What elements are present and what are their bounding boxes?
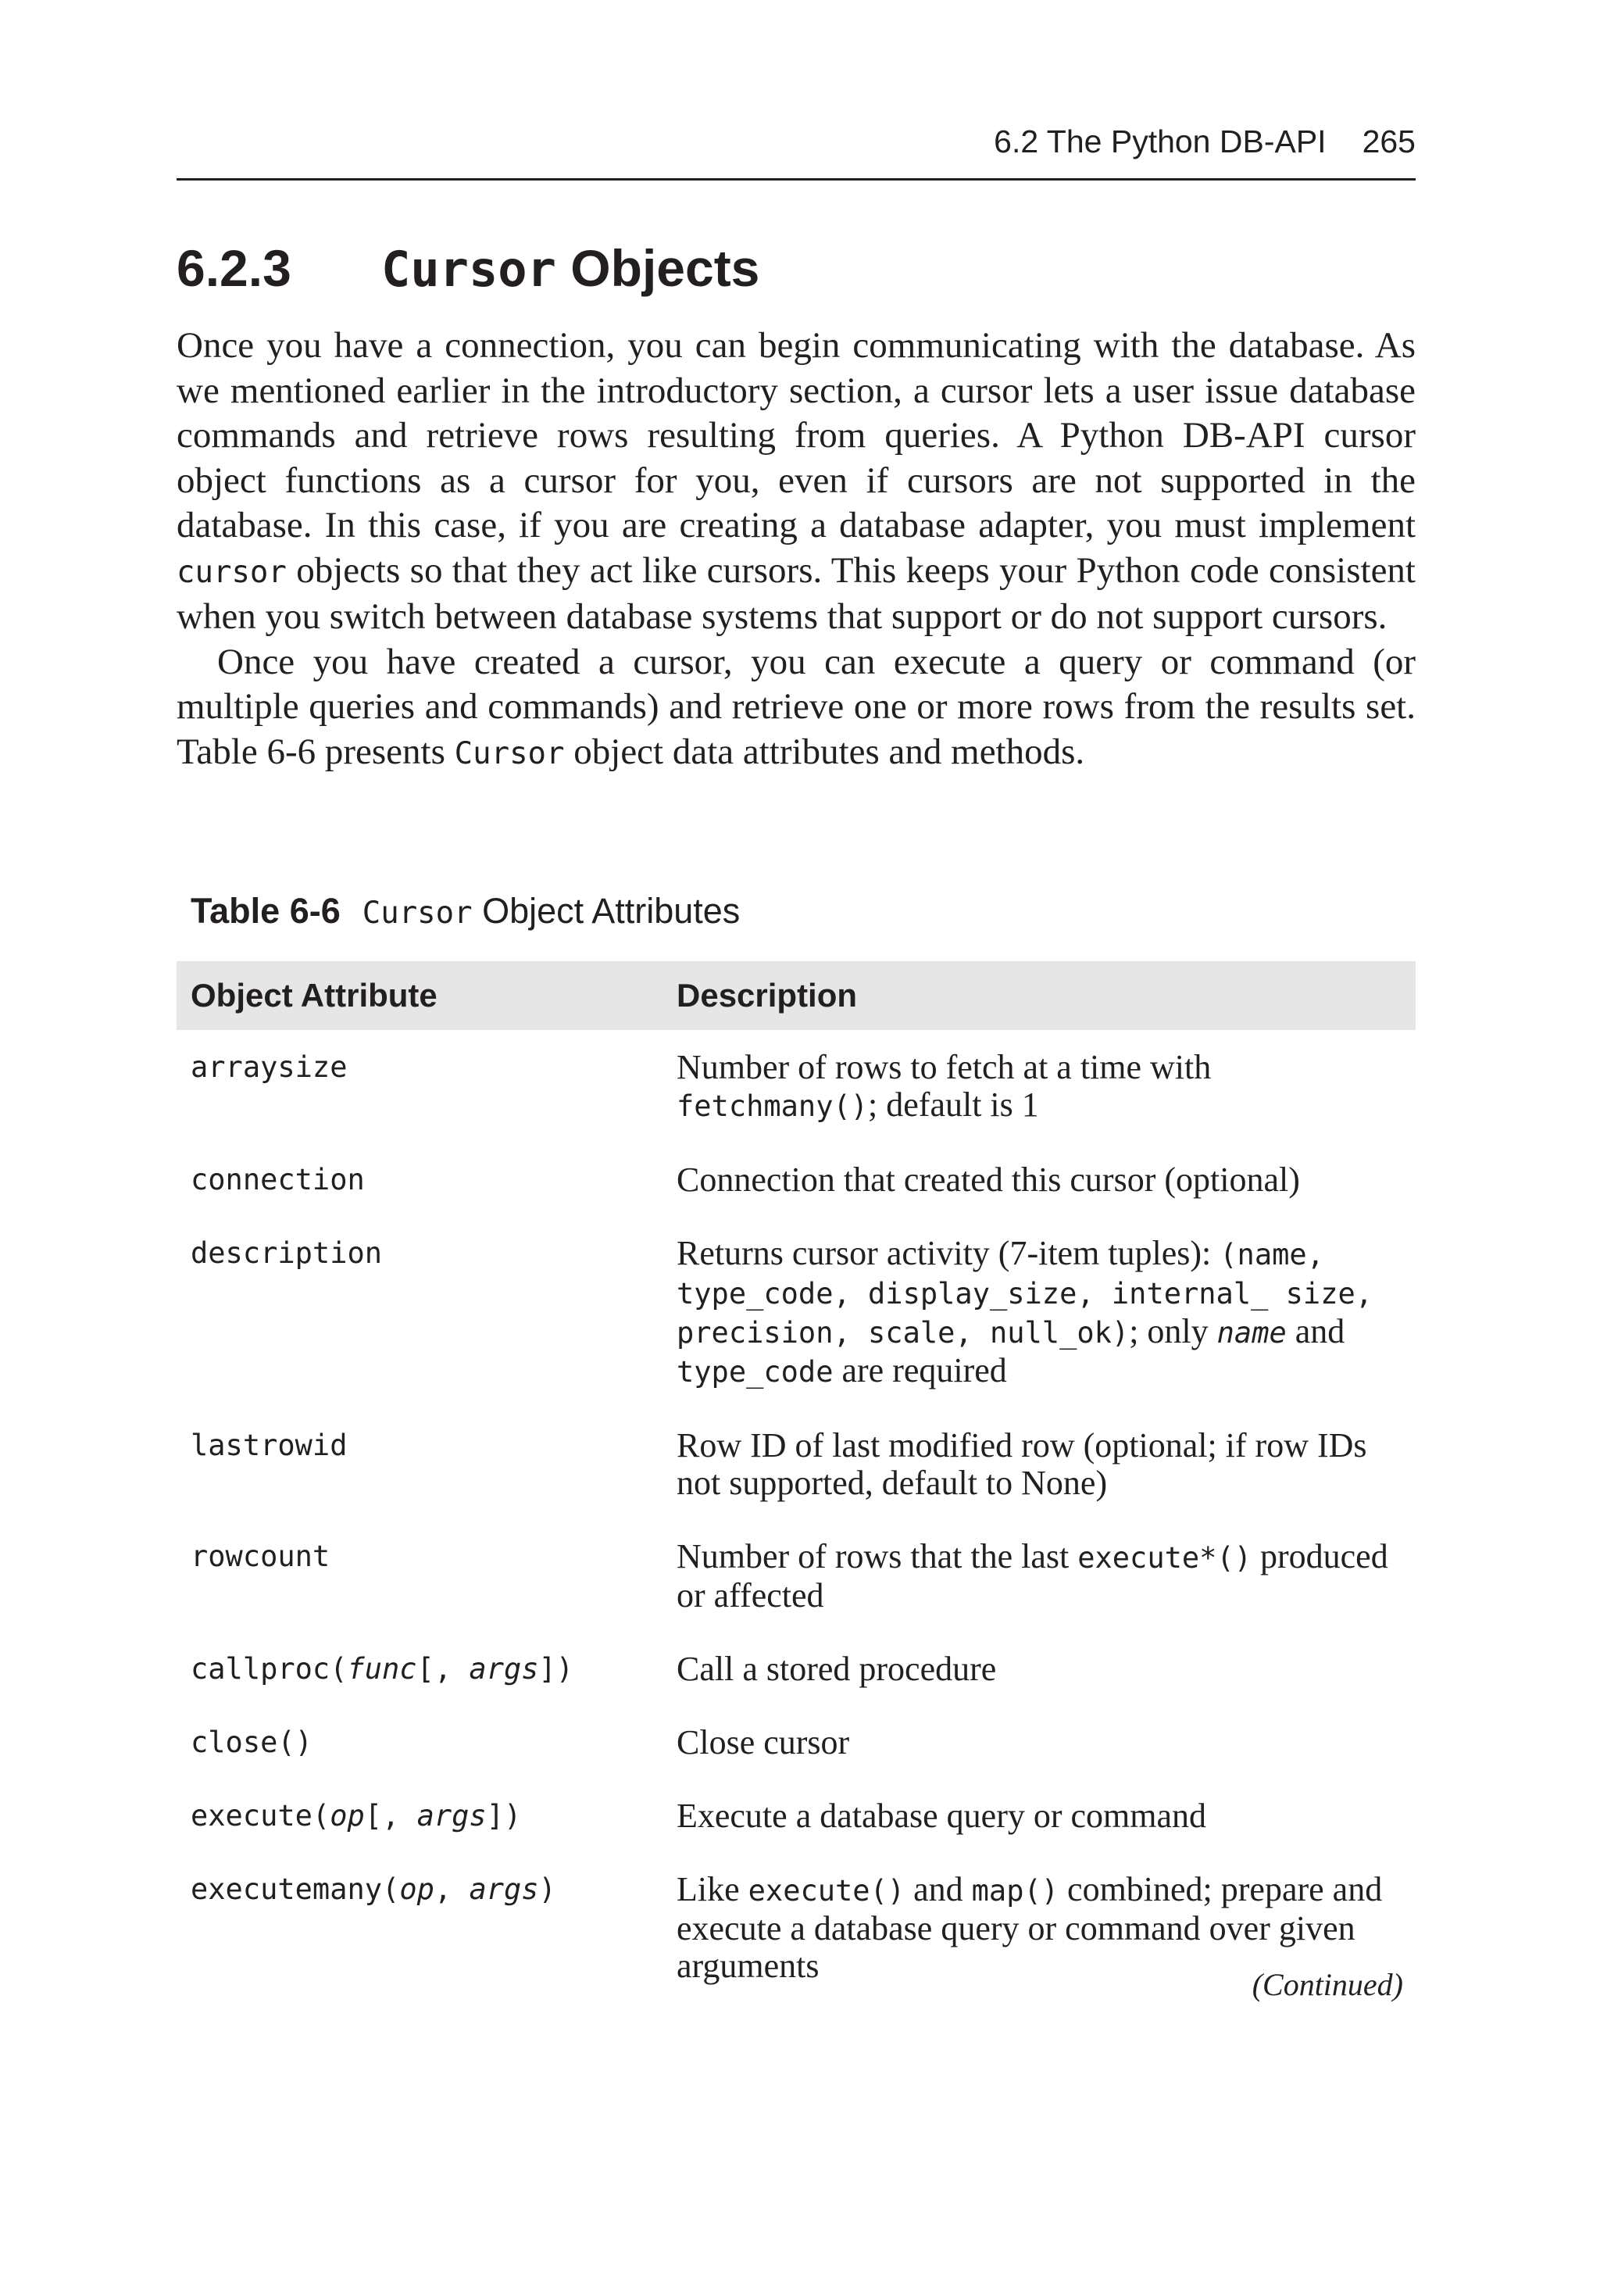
table-header-row bbox=[177, 961, 1416, 1030]
inline-code: fetchmany() bbox=[677, 1089, 869, 1123]
table-row bbox=[177, 1852, 1416, 2002]
attribute-cell bbox=[177, 1705, 662, 1779]
text-run: args bbox=[469, 1652, 539, 1686]
text-run: executemany( bbox=[191, 1872, 400, 1906]
text-run: combined; prepare and execute a database query or command over given arguments bbox=[677, 1870, 1383, 1985]
inline-code: type_code bbox=[677, 1355, 834, 1389]
text-run: close() bbox=[191, 1726, 312, 1759]
attribute-cell bbox=[177, 1030, 662, 1143]
text-run: ]) bbox=[538, 1652, 574, 1686]
text-run: Execute a database query or command bbox=[677, 1797, 1207, 1835]
italic-text bbox=[399, 1872, 434, 1906]
column-header-description: Description bbox=[662, 961, 1416, 1030]
attribute-cell bbox=[177, 1632, 662, 1705]
paragraph bbox=[177, 640, 1416, 777]
table-row bbox=[177, 1030, 1416, 1143]
description-cell bbox=[662, 1632, 1416, 1705]
text-run: , bbox=[434, 1872, 470, 1906]
italic-text bbox=[347, 1652, 416, 1686]
running-header-title: 6.2 The Python DB-API bbox=[994, 123, 1327, 159]
text-run: [, bbox=[364, 1799, 417, 1833]
running-header bbox=[177, 123, 1416, 160]
text-run: op bbox=[399, 1872, 434, 1906]
text-run: args bbox=[469, 1872, 539, 1906]
text-run: ; default is 1 bbox=[868, 1085, 1039, 1124]
column-header-attribute: Object Attribute bbox=[177, 961, 662, 1030]
text-run: and bbox=[905, 1870, 972, 1908]
italic-text bbox=[469, 1872, 538, 1906]
paragraph bbox=[177, 324, 1416, 640]
text-run: Close cursor bbox=[677, 1723, 850, 1761]
attribute-cell bbox=[177, 1216, 662, 1408]
inline-code: name bbox=[1216, 1316, 1287, 1350]
description-cell bbox=[662, 1143, 1416, 1216]
section-title-text: Objects bbox=[555, 239, 760, 297]
description-cell bbox=[662, 1216, 1416, 1408]
inline-code: cursor bbox=[177, 554, 287, 590]
attribute-cell bbox=[177, 1408, 662, 1519]
page-number: 265 bbox=[1362, 123, 1416, 159]
table-row bbox=[177, 1779, 1416, 1852]
table-caption-label: Table 6-6 bbox=[191, 891, 341, 931]
text-run: Call a stored procedure bbox=[677, 1650, 997, 1688]
table-row bbox=[177, 1519, 1416, 1632]
attribute-cell bbox=[177, 1143, 662, 1216]
description-cell bbox=[662, 1705, 1416, 1779]
description-cell bbox=[662, 1030, 1416, 1143]
italic-text bbox=[469, 1652, 538, 1686]
table-caption-title: Object Attributes bbox=[472, 891, 741, 931]
cursor-attributes-table bbox=[177, 961, 1416, 2002]
italic-text bbox=[417, 1799, 487, 1833]
text-run: rowcount bbox=[191, 1540, 330, 1573]
text-run: Once you have a connection, you can begin communicating with the database. As we mentioned earlier in the introductory section, a cursor lets a user issue database commands and retrieve rows resulting from queries. A Python DB-API cursor object functions as a cursor for you, even if cursors are not supported in the database. In this case, if you are creating a database adapter, you must implement bbox=[177, 325, 1416, 545]
text-run: Number of rows to fetch at a time with bbox=[677, 1048, 1212, 1086]
table-row bbox=[177, 1216, 1416, 1408]
italic-text bbox=[1217, 1312, 1287, 1350]
text-run: args bbox=[416, 1799, 487, 1833]
text-run: arraysize bbox=[191, 1050, 348, 1084]
section-title-code: Cursor bbox=[381, 241, 556, 298]
table-caption-code: Cursor bbox=[362, 896, 473, 931]
text-run: produced or affected bbox=[677, 1537, 1388, 1615]
text-run: Returns cursor activity (7-item tuples): bbox=[677, 1234, 1220, 1272]
inline-code: execute() bbox=[748, 1874, 905, 1908]
body-text bbox=[177, 324, 1416, 776]
table-row bbox=[177, 1705, 1416, 1779]
italic-text bbox=[330, 1799, 365, 1833]
text-run: ; only bbox=[1129, 1312, 1217, 1350]
table-caption bbox=[191, 891, 740, 932]
section-heading bbox=[177, 239, 760, 298]
text-run: op bbox=[330, 1799, 365, 1833]
text-run: objects so that they act like cursors. This keeps your Python code consistent when you switch between database systems that support or do not support cursors. bbox=[177, 549, 1416, 637]
attribute-cell bbox=[177, 1852, 662, 2002]
text-run: description bbox=[191, 1236, 383, 1270]
text-run: [, bbox=[416, 1652, 470, 1686]
inline-code: (name, type_code, display_size, internal_ size, precision, scale, null_ok) bbox=[677, 1238, 1373, 1350]
attribute-cell bbox=[177, 1519, 662, 1632]
text-run: ) bbox=[538, 1872, 556, 1906]
text-run: execute( bbox=[191, 1799, 330, 1833]
description-cell bbox=[662, 1519, 1416, 1632]
header-rule bbox=[177, 178, 1416, 181]
inline-code: execute*() bbox=[1077, 1541, 1252, 1575]
description-cell bbox=[662, 1779, 1416, 1852]
table-row bbox=[177, 1408, 1416, 1519]
text-run: connection bbox=[191, 1163, 365, 1196]
description-cell bbox=[662, 1408, 1416, 1519]
text-run: ]) bbox=[486, 1799, 522, 1833]
text-run: Like bbox=[677, 1870, 748, 1908]
text-run: Number of rows that the last bbox=[677, 1537, 1078, 1575]
text-run: Row ID of last modified row (optional; if row IDs not supported, default to None) bbox=[677, 1426, 1367, 1502]
text-run: Connection that created this cursor (optional) bbox=[677, 1161, 1300, 1199]
table-row bbox=[177, 1143, 1416, 1216]
text-run: are required bbox=[833, 1351, 1007, 1389]
continued-note: (Continued) bbox=[1252, 1967, 1403, 2002]
text-run: func bbox=[347, 1652, 417, 1686]
section-number: 6.2.3 bbox=[177, 239, 291, 297]
inline-code: Cursor bbox=[454, 735, 565, 771]
text-run: callproc( bbox=[191, 1652, 348, 1686]
attribute-cell bbox=[177, 1779, 662, 1852]
text-run: object data attributes and methods. bbox=[564, 731, 1085, 772]
text-run: Once you have created a cursor, you can execute a query or command (or multiple queries and commands) and retrieve one or more rows from the results set. Table 6-6 presents bbox=[177, 641, 1416, 772]
text-run: and bbox=[1286, 1312, 1345, 1350]
inline-code: map() bbox=[971, 1874, 1059, 1908]
text-run: lastrowid bbox=[191, 1429, 348, 1462]
table-row bbox=[177, 1632, 1416, 1705]
